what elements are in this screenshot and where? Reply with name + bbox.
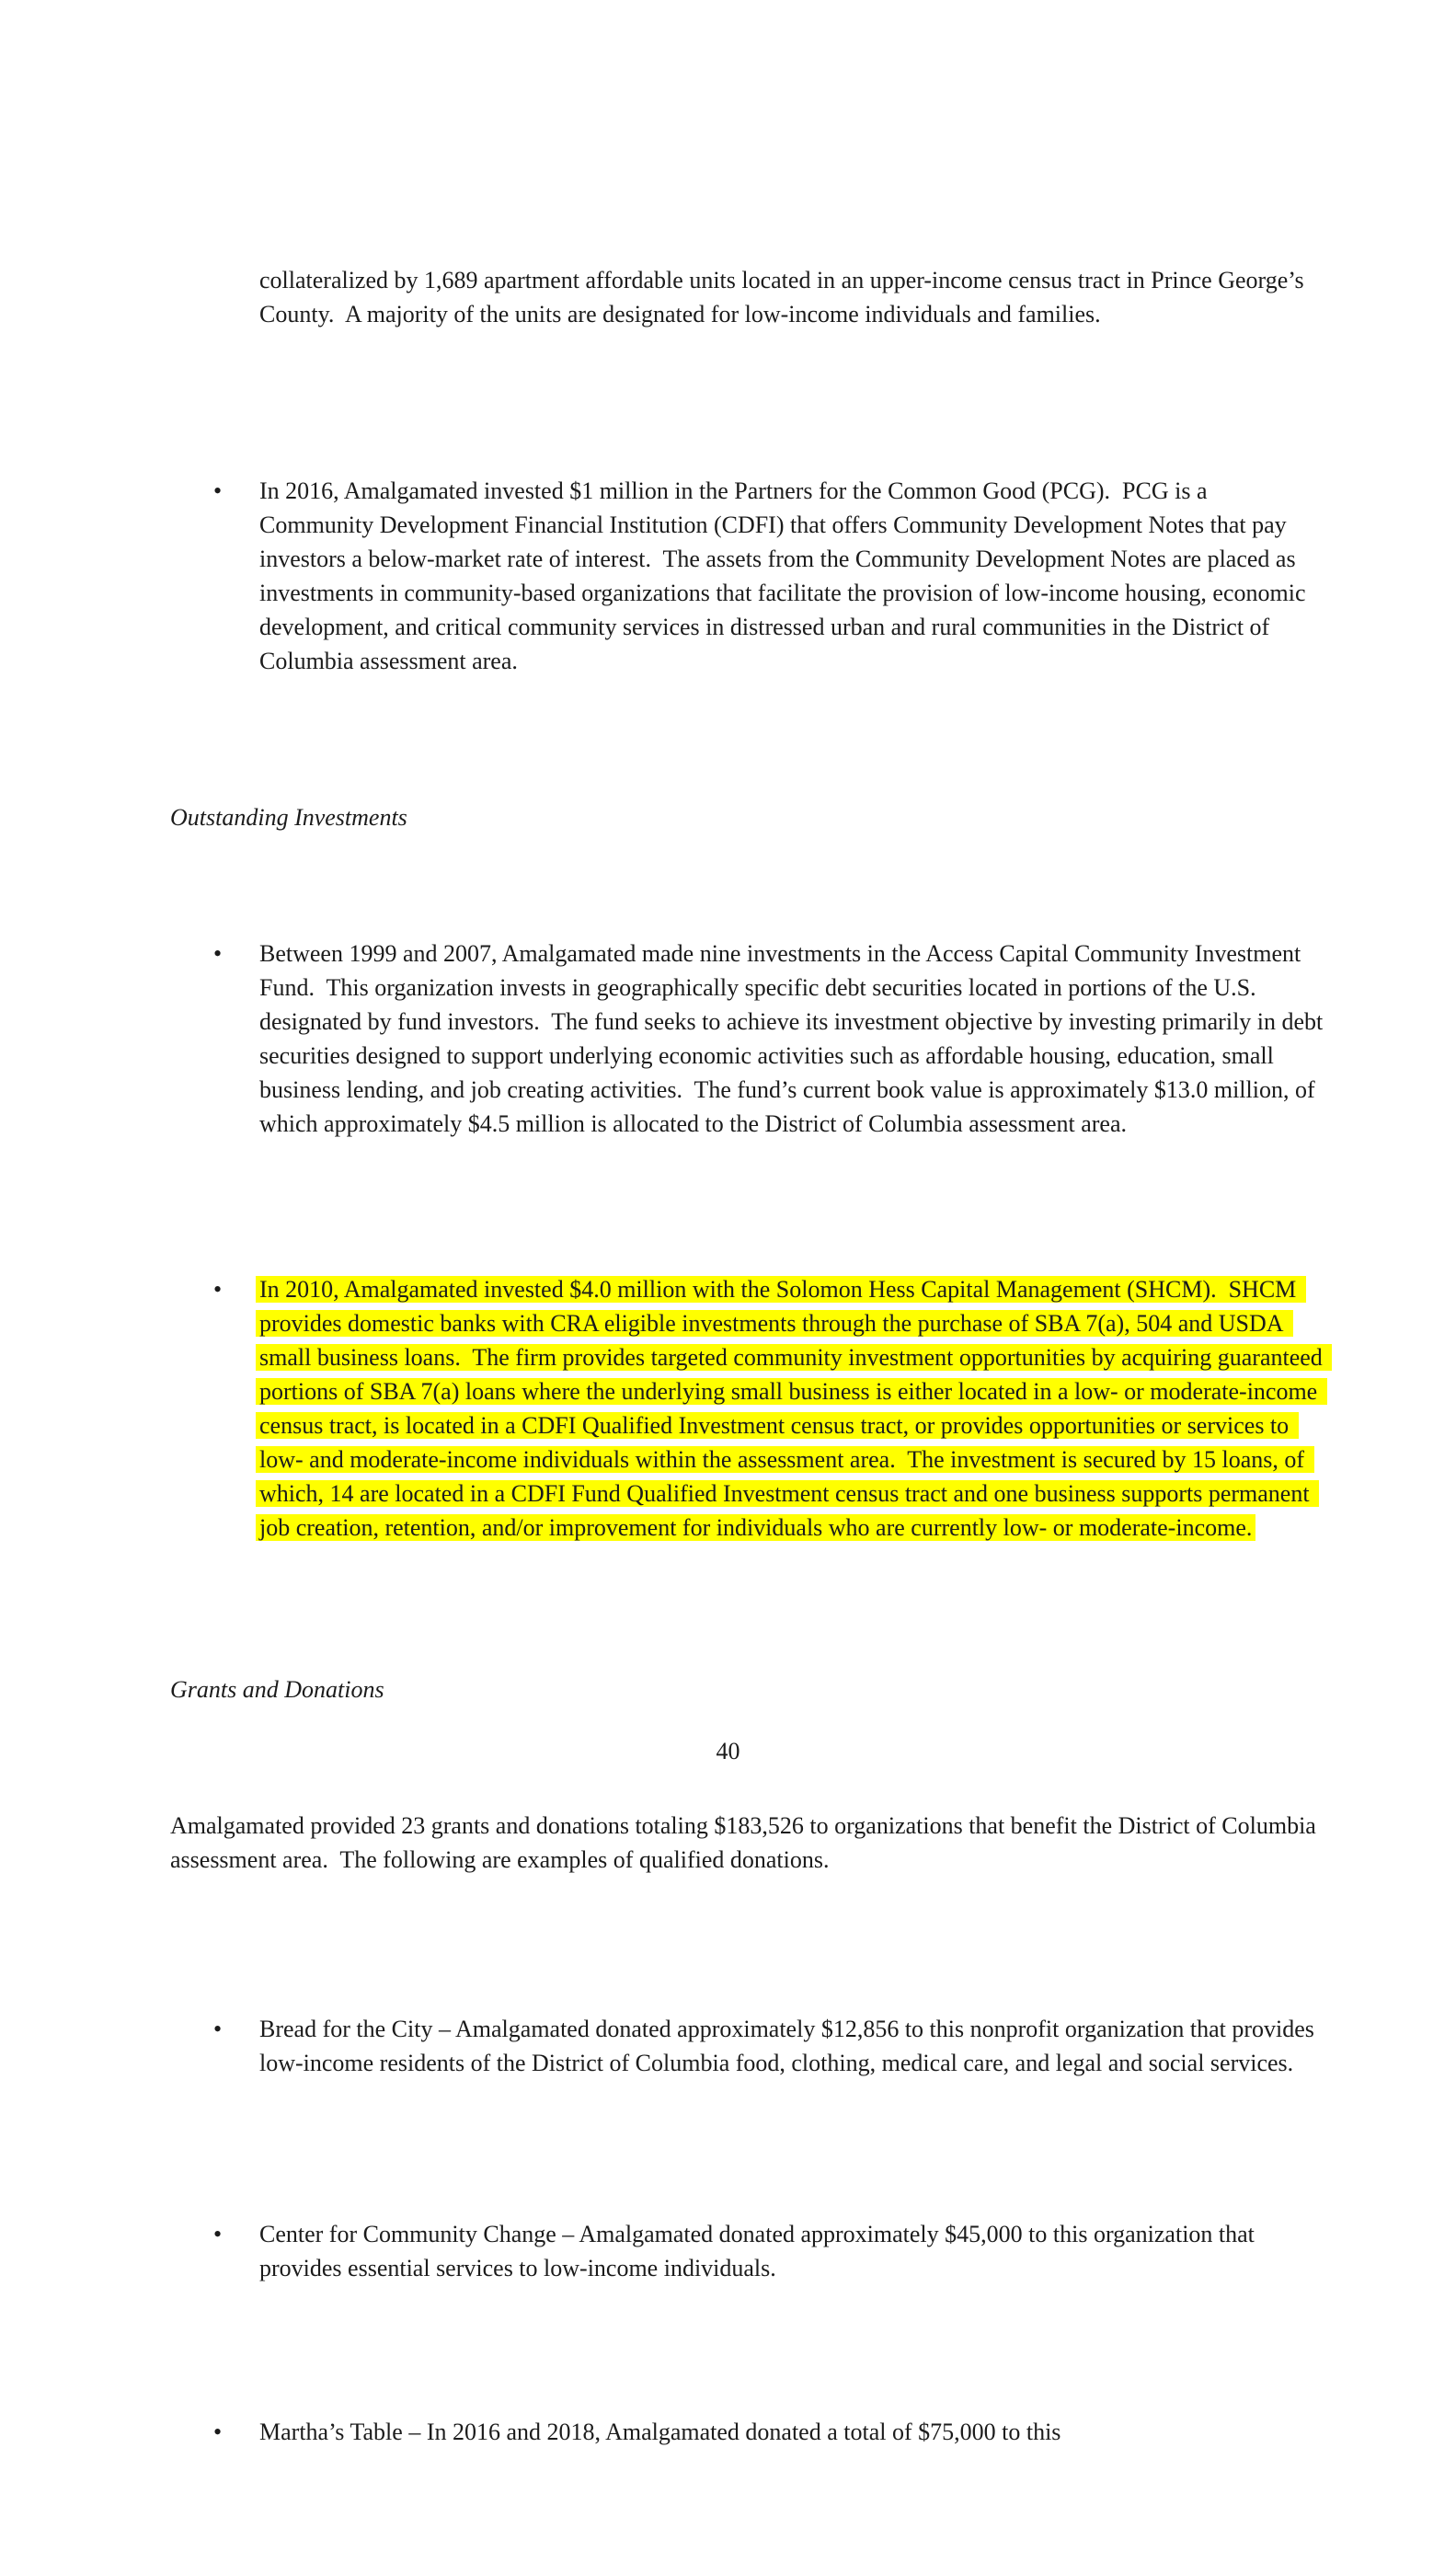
bullet-icon: •: [213, 2221, 223, 2247]
bullet-text: [259, 1272, 1327, 1545]
bullet-icon: •: [213, 477, 223, 504]
bullet-text: Bread for the City – Amalgamated donated approximately $12,856 to this nonprofit organization that provides low-income residents of the District of Columbia food, clothing, medical care, and legal and social services.: [259, 2016, 1321, 2076]
bullet-text: Martha’s Table – In 2016 and 2018, Amalgamated donated a total of $75,000 to this: [259, 2419, 1061, 2445]
bullet-text: Center for Community Change – Amalgamated donated approximately $45,000 to this organization that provides essential services to low-income individuals.: [259, 2221, 1261, 2281]
bullet-icon: •: [213, 2016, 223, 2042]
bullet-text: Between 1999 and 2007, Amalgamated made nine investments in the Access Capital Community Investment Fund. This organization invests in geographically specific debt securities located in portions of the U.S. designated by fund investors. The fund seeks to achieve its investment objective by investing primarily in debt securities designed to support underlying economic activities such as affordable housing, education, small business lending, and job creating activities. The fund’s current book value is approximately $13.0 million, of which approximately $4.5 million is allocated to the District of Columbia assessment area.: [259, 940, 1329, 1137]
bread-for-the-city-bullet: [213, 2012, 1327, 2080]
bullet-text: In 2016, Amalgamated invested $1 million in the Partners for the Common Good (PCG). PCG is a Community Development Financial Institution (CDFI) that offers Community Development Notes that pay investors a below-market rate of interest. The assets from the Community Development Notes are placed as investments in community-based organizations that facilitate the provision of low-income housing, economic development, and critical community services in distressed urban and rural communities in the District of Columbia assessment area.: [259, 477, 1312, 674]
grants-and-donations-heading: Grants and Donations: [170, 1676, 384, 1703]
bullet-icon: •: [213, 940, 223, 967]
pcg-investment-bullet: [213, 474, 1327, 678]
access-capital-bullet: [213, 937, 1327, 1141]
center-for-community-change-bullet: [213, 2217, 1327, 2285]
intro-continuation-paragraph: collateralized by 1,689 apartment affordable units located in an upper-income census tract in Prince George’s County. A majority of the units are designated for low-income individuals and families.: [259, 267, 1311, 327]
bullet-icon: •: [213, 2419, 223, 2445]
page-number: 40: [716, 1738, 740, 1764]
grants-intro-paragraph: Amalgamated provided 23 grants and donations totaling $183,526 to organizations that benefit the District of Columbia assessment area. The following are examples of qualified donations.: [170, 1812, 1323, 1873]
highlighted-text: In 2010, Amalgamated invested $4.0 million with the Solomon Hess Capital Management (SHCM). SHCM provides domestic banks with CRA eligible investments through the purchase of SBA 7(a), 504 and USDA small business loans. The firm provides targeted community investment opportunities by acquiring guaranteed portions of SBA 7(a) loans where the underlying small business is either located in a low- or moderate-income census tract, is located in a CDFI Qualified Investment census tract, or provides opportunities or services to low- and moderate-income individuals within the assessment area. The investment is secured by 15 loans, of which, 14 are located in a CDFI Fund Qualified Investment census tract and one business supports permanent job creation, retention, and/or improvement for individuals who are currently low- or moderate-income.: [256, 1276, 1332, 1541]
solomon-hess-highlighted-bullet: [213, 1272, 1327, 1545]
outstanding-investments-heading: Outstanding Investments: [170, 804, 407, 831]
bullet-icon: •: [213, 1276, 223, 1303]
marthas-table-bullet: [213, 2415, 1327, 2449]
